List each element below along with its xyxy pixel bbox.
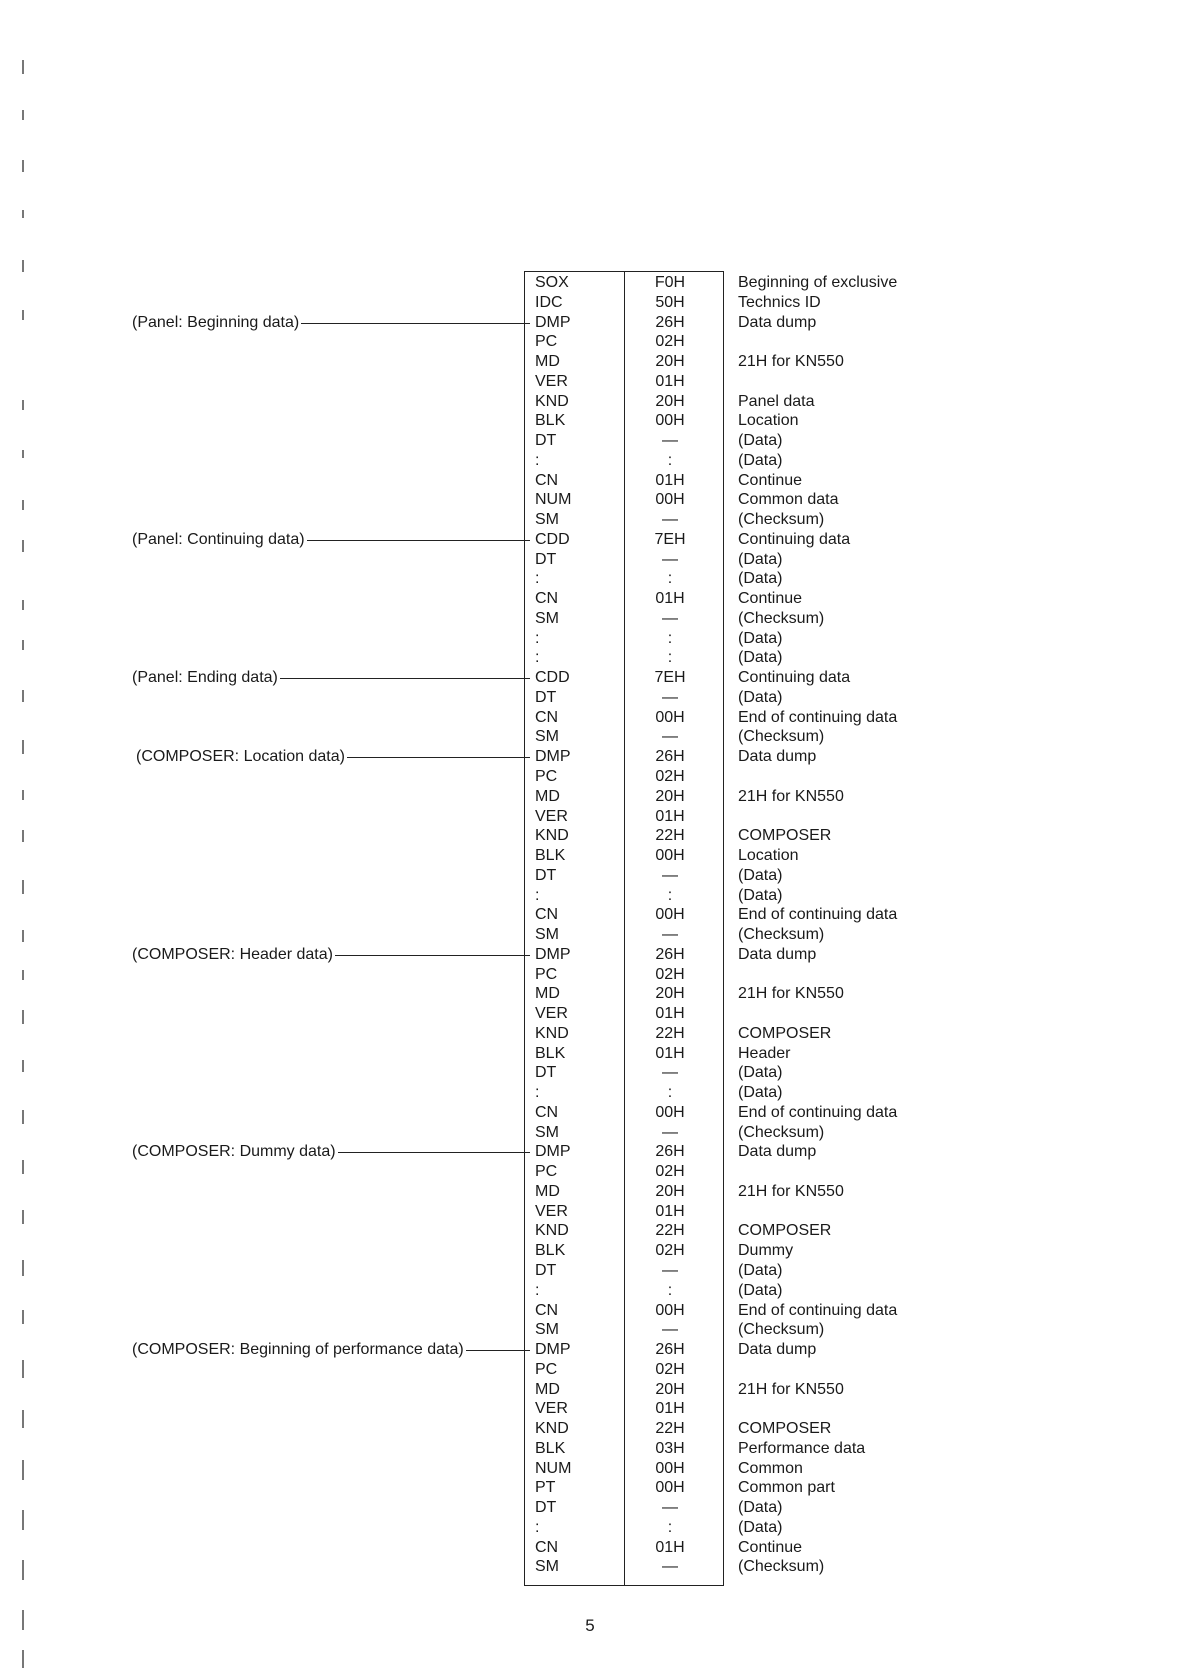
table-row-value: 01H — [655, 1005, 685, 1023]
table-row-code: SM — [535, 511, 559, 529]
table-row-value: 26H — [655, 945, 685, 963]
table-row-code: KND — [535, 1420, 569, 1438]
table-row-description: Data dump — [738, 1143, 817, 1161]
binding-mark — [22, 1410, 24, 1428]
table-row-description: Continue — [738, 471, 803, 489]
table-row-value: — — [662, 550, 678, 568]
binding-mark — [22, 1260, 24, 1276]
section-label: (COMPOSER: Location data) — [136, 748, 345, 766]
table-row-code: MD — [535, 1182, 560, 1200]
binding-mark — [22, 1310, 24, 1324]
binding-mark — [22, 930, 24, 942]
leader-line — [466, 1350, 530, 1351]
table-row-value: 00H — [655, 708, 685, 726]
table-row-code: CN — [535, 1538, 559, 1556]
table-row-value: 00H — [655, 906, 685, 924]
table-row-value: 02H — [655, 333, 685, 351]
table-row-value: 26H — [655, 748, 685, 766]
table-row-description — [738, 1399, 1158, 1419]
table-row-value: 01H — [655, 1044, 685, 1062]
table-row-value: 20H — [655, 353, 685, 371]
table-row-value: 01H — [655, 372, 685, 390]
table-row-value: — — [662, 432, 678, 450]
table-row-value: 00H — [655, 1301, 685, 1319]
table-row-description: (Data) — [738, 866, 783, 884]
table-row-code: : — [535, 886, 540, 904]
table-row-description: (Data) — [738, 451, 783, 469]
binding-mark — [22, 640, 24, 650]
table-row-value: : — [667, 1518, 673, 1536]
leader-line — [338, 1152, 530, 1153]
table-row-code: : — [535, 649, 540, 667]
table-row-value: 7EH — [654, 530, 686, 548]
table-row-code: DT — [535, 550, 557, 568]
table-row-code: IDC — [535, 293, 563, 311]
table-row-value: 02H — [655, 1163, 685, 1181]
table-row-code: DMP — [535, 748, 571, 766]
table-row-description: (Data) — [738, 1064, 783, 1082]
table-row-code: MD — [535, 1380, 560, 1398]
section-label: (COMPOSER: Header data) — [132, 945, 333, 963]
table-row-description: (Checksum) — [738, 728, 825, 746]
table-row-description: COMPOSER — [738, 1420, 832, 1438]
table-column-divider — [624, 271, 625, 1586]
table-row-code: BLK — [535, 412, 566, 430]
table-row-value: — — [662, 1558, 678, 1576]
table-row-code: DMP — [535, 313, 571, 331]
table-row-code: MD — [535, 787, 560, 805]
table-row-description: (Data) — [738, 1281, 783, 1299]
table-row-value: : — [667, 1084, 673, 1102]
table-row-description: Continue — [738, 1538, 803, 1556]
leader-line — [307, 540, 530, 541]
table-row-description — [738, 1202, 1158, 1222]
table-row-code: CN — [535, 708, 559, 726]
binding-mark — [22, 260, 24, 272]
table-row-value: 20H — [655, 1182, 685, 1200]
table-row-value: 20H — [655, 392, 685, 410]
leader-line — [280, 678, 530, 679]
table-row-value: 00H — [655, 1479, 685, 1497]
table-row-value: 20H — [655, 1380, 685, 1398]
table-row-description: Continue — [738, 590, 803, 608]
table-row-code: PC — [535, 965, 558, 983]
table-row-description: (Data) — [738, 432, 783, 450]
table-row-code: CN — [535, 471, 559, 489]
table-row-description: Continuing data — [738, 669, 851, 687]
binding-mark — [22, 1460, 24, 1480]
table-row-value: 01H — [655, 590, 685, 608]
table-row-description — [738, 1360, 1158, 1380]
table-row-value: 00H — [655, 847, 685, 865]
table-row-value: 22H — [655, 1420, 685, 1438]
table-row-description: (Data) — [738, 1262, 783, 1279]
table-row-code: DT — [535, 866, 557, 884]
table-row-value: 02H — [655, 965, 685, 983]
binding-mark — [22, 110, 24, 120]
binding-mark — [22, 830, 24, 842]
table-row-description: Header — [738, 1044, 791, 1062]
table-row-code: NUM — [535, 1459, 572, 1477]
table-row-code: SM — [535, 609, 559, 627]
table-row-code: PC — [535, 1163, 558, 1181]
table-row-description: End of continuing data — [738, 1103, 898, 1121]
table-row-value: 22H — [655, 827, 685, 845]
section-label: (COMPOSER: Dummy data) — [132, 1143, 336, 1161]
table-row-description: COMPOSER — [738, 1024, 832, 1042]
table-row-value: 02H — [655, 768, 685, 785]
table-row-code: VER — [535, 1005, 568, 1023]
binding-mark — [22, 500, 24, 510]
table-row-code: CN — [535, 1301, 559, 1319]
section-label: (COMPOSER: Beginning of performance data) — [132, 1341, 464, 1359]
table-row-code: SM — [535, 926, 559, 944]
table-row-code: VER — [535, 807, 568, 825]
table-row-value: 00H — [655, 1459, 685, 1477]
table-row-value: 50H — [655, 293, 685, 311]
table-row-code: SM — [535, 1558, 559, 1576]
table-row-code: : — [535, 570, 540, 588]
table-row-description — [738, 1162, 1158, 1182]
table-row-description: (Checksum) — [738, 511, 825, 529]
table-row-value: 03H — [655, 1439, 685, 1457]
binding-mark — [22, 450, 24, 458]
table-row-value: : — [667, 629, 673, 647]
table-row-value: — — [662, 688, 678, 706]
leader-line — [301, 323, 530, 324]
leader-line — [347, 757, 530, 758]
binding-mark — [22, 690, 24, 702]
table-row-value: — — [662, 511, 678, 529]
table-row-value: 7EH — [654, 669, 686, 687]
table-row-description: End of continuing data — [738, 906, 898, 924]
table-row-description: Continuing data — [738, 530, 851, 548]
section-label: (Panel: Beginning data) — [132, 313, 300, 331]
binding-mark — [22, 790, 24, 800]
table-row-code: KND — [535, 392, 569, 410]
table-row-code: : — [535, 1518, 540, 1536]
table-row-code: DMP — [535, 945, 571, 963]
table-row-code: VER — [535, 1400, 568, 1418]
table-row-value: — — [662, 609, 678, 627]
table-row-code: PC — [535, 1360, 558, 1378]
table-row-value: 00H — [655, 1103, 685, 1121]
table-row-value: 02H — [655, 1242, 685, 1260]
table-row-description: (Data) — [738, 886, 783, 904]
table-row-code: KND — [535, 1222, 569, 1240]
table-row-code: KND — [535, 827, 569, 845]
table-row-code: SM — [535, 728, 559, 746]
table-row-description — [738, 1004, 1158, 1024]
table-row-description: Data dump — [738, 945, 817, 963]
table-row-description: Common — [738, 1459, 803, 1477]
table-row-value: : — [667, 886, 673, 904]
table-row-code: BLK — [535, 1044, 566, 1062]
table-row-code: : — [535, 1084, 540, 1102]
table-row-description: (Checksum) — [738, 926, 825, 944]
table-row-value: 26H — [655, 313, 685, 331]
binding-mark — [22, 1060, 24, 1072]
table-row-description: (Checksum) — [738, 1123, 825, 1141]
binding-mark — [22, 160, 24, 172]
table-row-code: PC — [535, 333, 558, 351]
table-row-description — [738, 332, 1158, 352]
table-row-value: 22H — [655, 1222, 685, 1240]
table-row-code: DT — [535, 1064, 557, 1082]
table-row-description: COMPOSER — [738, 827, 832, 845]
table-row-value: — — [662, 866, 678, 884]
table-row-value: — — [662, 1064, 678, 1082]
table-row-description: 21H for KN550 — [738, 787, 844, 805]
table-row-description: Beginning of exclusive — [738, 274, 898, 291]
table-row-description: Common part — [738, 1479, 835, 1497]
binding-mark — [22, 60, 24, 74]
binding-mark — [22, 210, 24, 218]
table-row-value: 20H — [655, 787, 685, 805]
binding-mark — [22, 1610, 24, 1630]
table-row-value: 26H — [655, 1341, 685, 1359]
table-row-value: 02H — [655, 1360, 685, 1378]
table-row-code: PC — [535, 768, 558, 785]
table-row-description: Common data — [738, 491, 839, 509]
table-row-value: 22H — [655, 1024, 685, 1042]
table-row-code: : — [535, 629, 540, 647]
table-row-value: : — [667, 649, 673, 667]
table-row-value: — — [662, 1262, 678, 1279]
table-row-description: End of continuing data — [738, 1301, 898, 1319]
table-row-description: 21H for KN550 — [738, 1380, 844, 1398]
table-row-code: MD — [535, 985, 560, 1003]
table-row-code: CN — [535, 906, 559, 924]
table-row-description: (Data) — [738, 629, 783, 647]
table-row-value: 01H — [655, 1538, 685, 1556]
table-row-description: (Checksum) — [738, 609, 825, 627]
table-row-description: Technics ID — [738, 293, 821, 311]
table-row-value: : — [667, 451, 673, 469]
table-row-description: (Data) — [738, 1084, 783, 1102]
table-row-code: BLK — [535, 1242, 566, 1260]
binding-mark — [22, 600, 24, 610]
table-row-description — [738, 372, 1158, 392]
leader-line — [335, 955, 530, 956]
table-row-value: : — [667, 570, 673, 588]
table-row-value: — — [662, 1499, 678, 1517]
table-row-code: CDD — [535, 530, 570, 548]
binding-mark — [22, 1650, 24, 1668]
table-row-code: DMP — [535, 1143, 571, 1161]
table-row-code: SM — [535, 1123, 559, 1141]
table-row-code: SOX — [535, 274, 569, 291]
table-row-code: SM — [535, 1321, 559, 1339]
table-row-code: : — [535, 1281, 540, 1299]
table-row-description: Data dump — [738, 748, 817, 766]
table-row-description: Data dump — [738, 313, 817, 331]
table-row-value: 01H — [655, 807, 685, 825]
table-row-description: (Data) — [738, 1499, 783, 1517]
table-row-description — [738, 965, 1158, 985]
table-row-description: Location — [738, 847, 799, 865]
table-row-description — [738, 767, 1158, 787]
table-row-description: COMPOSER — [738, 1222, 832, 1240]
section-label: (Panel: Continuing data) — [132, 530, 305, 548]
table-row-code: CN — [535, 590, 559, 608]
binding-mark — [22, 880, 24, 894]
table-row-description: End of continuing data — [738, 708, 898, 726]
table-row-value: 20H — [655, 985, 685, 1003]
table-row-description: (Checksum) — [738, 1558, 825, 1576]
binding-mark — [22, 400, 24, 410]
table-row-code: DT — [535, 432, 557, 450]
table-row-code: VER — [535, 372, 568, 390]
binding-mark — [22, 1210, 24, 1224]
binding-mark — [22, 1510, 24, 1530]
table-row-code: CN — [535, 1103, 559, 1121]
table-row-description: (Data) — [738, 688, 783, 706]
table-row-description: (Data) — [738, 570, 783, 588]
binding-mark — [22, 540, 24, 552]
table-row-description: Data dump — [738, 1341, 817, 1359]
table-row-description: Performance data — [738, 1439, 866, 1457]
table-row-value: F0H — [654, 274, 686, 291]
binding-mark — [22, 310, 24, 320]
table-row-value: : — [667, 1281, 673, 1299]
binding-mark — [22, 1360, 24, 1378]
table-row-code: VER — [535, 1202, 568, 1220]
binding-mark — [22, 740, 24, 754]
binding-mark — [22, 1560, 24, 1580]
section-label: (Panel: Ending data) — [132, 669, 278, 687]
table-row-code: DT — [535, 1499, 557, 1517]
table-row-description: 21H for KN550 — [738, 985, 844, 1003]
table-row-code: MD — [535, 353, 560, 371]
table-row-description: (Checksum) — [738, 1321, 825, 1339]
table-row-code: BLK — [535, 1439, 566, 1457]
table-row-value: — — [662, 1321, 678, 1339]
table-row-value: 01H — [655, 1202, 685, 1220]
table-row-value: — — [662, 1123, 678, 1141]
table-row-description: (Data) — [738, 649, 783, 667]
table-row-description: 21H for KN550 — [738, 353, 844, 371]
table-row-code: KND — [535, 1024, 569, 1042]
table-row-code: DT — [535, 688, 557, 706]
binding-mark — [22, 1110, 24, 1124]
table-row-description: Panel data — [738, 392, 815, 410]
table-row-value: — — [662, 926, 678, 944]
table-row-value: 00H — [655, 412, 685, 430]
page-number: 5 — [585, 1616, 595, 1635]
table-row-code: DT — [535, 1262, 557, 1279]
binding-mark — [22, 1010, 24, 1024]
table-row-description — [738, 807, 1158, 827]
table-row-description: Dummy — [738, 1242, 794, 1260]
table-row-code: : — [535, 451, 540, 469]
table-row-code: BLK — [535, 847, 566, 865]
table-row-code: NUM — [535, 491, 572, 509]
binding-mark — [22, 1160, 24, 1174]
table-row-code: CDD — [535, 669, 570, 687]
table-row-description: (Data) — [738, 1518, 783, 1536]
table-row-description: 21H for KN550 — [738, 1182, 844, 1200]
table-row-value: 00H — [655, 491, 685, 509]
table-row-description: (Data) — [738, 550, 783, 568]
binding-mark — [22, 970, 24, 980]
table-row-value: 01H — [655, 471, 685, 489]
table-row-value: 26H — [655, 1143, 685, 1161]
table-row-description: Location — [738, 412, 799, 430]
table-row-code: PT — [535, 1479, 556, 1497]
table-row-code: DMP — [535, 1341, 571, 1359]
table-row-value: 01H — [655, 1400, 685, 1418]
table-row-value: — — [662, 728, 678, 746]
